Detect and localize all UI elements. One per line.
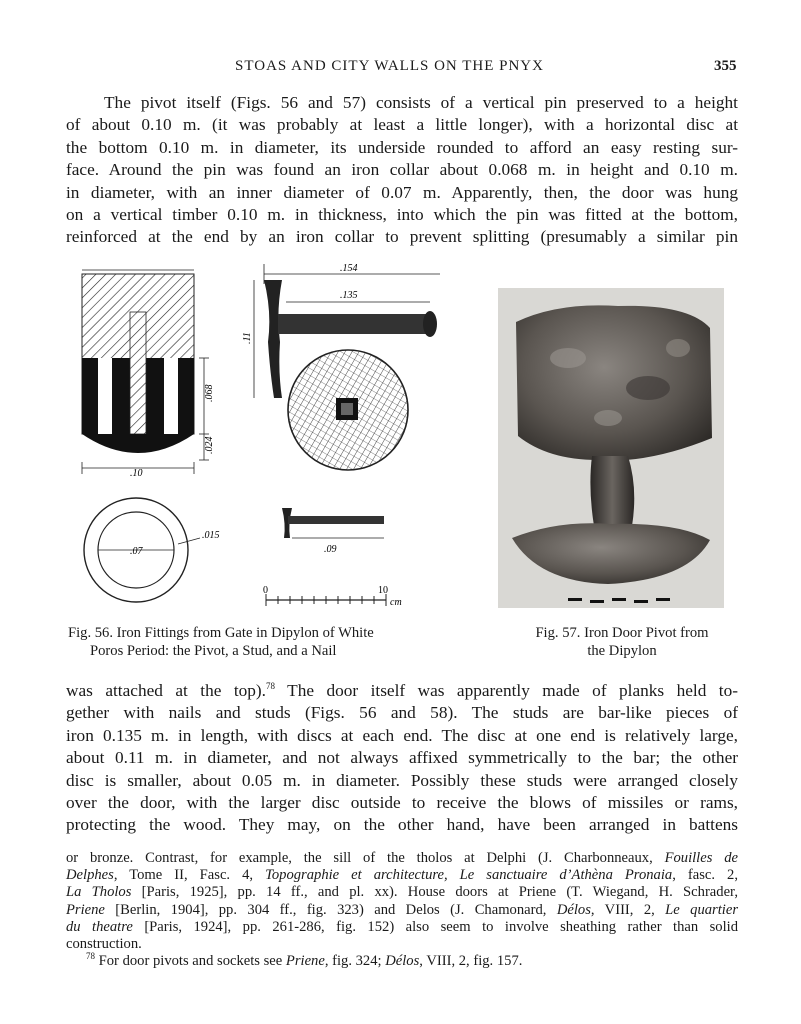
text-fragment: Le quartier bbox=[665, 901, 738, 918]
running-header bbox=[0, 58, 801, 80]
text-line: about 0.11 m. in diameter, and not always affixed symmetrically to the bar; the other bbox=[66, 748, 738, 768]
footnote-line bbox=[66, 850, 738, 867]
dim-label: .068 bbox=[204, 384, 215, 402]
caption-line: Fig. 56. Iron Fittings from Gate in Dipylon of White bbox=[68, 625, 374, 641]
paragraph-door bbox=[66, 680, 738, 837]
text-fragment: , Tome II, Fasc. 4, bbox=[113, 867, 266, 884]
text-fragment: , VIII, 2, bbox=[590, 901, 666, 918]
page-number: 355 bbox=[714, 58, 737, 74]
text-fragment: Délos bbox=[385, 953, 420, 970]
text-line: protecting the wood. They may, on the other hand, have been arranged in battens bbox=[66, 815, 738, 835]
pivot-pin-photo bbox=[590, 456, 634, 526]
text-fragment: Priene bbox=[66, 901, 105, 918]
text-line: gether with nails and studs (Figs. 56 and 58). The studs are bar-like pieces of bbox=[66, 703, 738, 723]
figure-57-caption bbox=[502, 624, 742, 660]
dim-label: .09 bbox=[324, 544, 337, 555]
footnote-line: construction. bbox=[66, 936, 142, 953]
text-fragment: The door itself was apparently made of planks held to- bbox=[275, 681, 738, 700]
scale-unit: cm bbox=[390, 597, 402, 608]
text-line: over the door, with the larger disc outside to receive the blows of missiles or rams, bbox=[66, 793, 738, 813]
text-fragment: , fasc. 2, bbox=[672, 867, 738, 884]
footnotes bbox=[66, 850, 738, 970]
text-fragment: Topographie et architecture, Le sanctuaire d’Athèna Pronaia bbox=[265, 867, 673, 884]
text-fragment: [Paris, 1925], pp. 14 ff., and pl. xx). House doors at Priene (T. Wiegand, H. Schrader, bbox=[131, 884, 738, 901]
text-line: on a vertical timber 0.10 m. in thickness, into which the pin was fitted at the bottom, bbox=[66, 205, 738, 225]
dim-label: .015 bbox=[202, 530, 220, 541]
caption-line: Poros Period: the Pivot, a Stud, and a Nail bbox=[90, 643, 337, 659]
text-line: of about 0.10 m. (it was probably at least a little longer), with a horizontal disc at bbox=[66, 115, 738, 135]
scale-label: 0 bbox=[263, 585, 268, 596]
text-line: reinforced at the end by an iron collar to prevent splitting (presumably a similar pin bbox=[66, 227, 738, 247]
text-fragment: For door pivots and sockets see bbox=[95, 953, 286, 970]
footnote-78 bbox=[66, 953, 738, 970]
text-fragment: Priene bbox=[285, 953, 325, 970]
dim-label: .07 bbox=[130, 546, 143, 557]
text-fragment: or bronze. Contrast, for example, the sill of the tholos at Delphi (J. Charbonneaux, bbox=[66, 850, 665, 866]
text-line bbox=[66, 680, 738, 702]
text-fragment: [Berlin, 1904], pp. 304 ff., fig. 323) and Delos (J. Chamonard, bbox=[104, 901, 557, 918]
text-fragment: was attached at the top). bbox=[66, 681, 266, 700]
text-line: face. Around the pin was found an iron collar about 0.068 m. in height and 0.10 m. bbox=[66, 160, 738, 180]
text-fragment: , fig. 324; bbox=[324, 953, 386, 970]
pivot-collar-photo bbox=[516, 305, 712, 460]
scale-bar bbox=[266, 594, 386, 606]
footnote-ref[interactable]: 78 bbox=[266, 681, 275, 692]
footnote-line bbox=[66, 867, 738, 884]
footnote-number: 78 bbox=[86, 951, 95, 962]
dim-label: .154 bbox=[340, 263, 358, 274]
nail-drawing bbox=[282, 508, 384, 538]
figure-57-photo bbox=[498, 288, 724, 608]
text-line: disc is smaller, about 0.05 m. in diameter. Possibly these studs were arranged closely bbox=[66, 770, 738, 790]
footnote-line bbox=[66, 902, 738, 919]
text-line: the bottom 0.10 m. in diameter, its underside rounded to afford an easy resting sur- bbox=[66, 137, 738, 157]
text-fragment: La Tholos bbox=[66, 884, 132, 901]
scale-label: 10 bbox=[378, 585, 388, 596]
text-fragment: Fouilles de bbox=[664, 850, 738, 866]
figure-56-drawing bbox=[78, 262, 442, 610]
dim-label: .10 bbox=[130, 468, 143, 479]
dim-label: .024 bbox=[204, 436, 215, 454]
stud-disc-drawing bbox=[288, 350, 408, 470]
figure-56-caption bbox=[68, 624, 448, 660]
text-fragment: du theatre bbox=[66, 918, 133, 935]
footnote-line bbox=[66, 884, 738, 901]
text-line: in diameter, with an inner diameter of 0.07 m. Apparently, then, the door was hung bbox=[66, 182, 738, 202]
caption-line: the Dipylon bbox=[587, 643, 657, 659]
dim-label: .135 bbox=[340, 290, 358, 301]
text-fragment: Délos bbox=[556, 901, 591, 918]
text-fragment: [Paris, 1924], pp. 261-286, fig. 152) also seem to involve sheathing rather than solid bbox=[132, 918, 738, 935]
paragraph-pivot bbox=[66, 92, 738, 249]
text-fragment: , VIII, 2, fig. 157. bbox=[419, 953, 523, 970]
text-fragment: Delphes bbox=[66, 867, 114, 884]
caption-line: Fig. 57. Iron Door Pivot from bbox=[535, 625, 709, 641]
pivot-section-drawing bbox=[82, 270, 194, 453]
text-line: iron 0.135 m. in length, with discs at each end. The disc at one end is relatively large, bbox=[66, 725, 738, 745]
text-line: The pivot itself (Figs. 56 and 57) consists of a vertical pin preserved to a height bbox=[104, 93, 738, 112]
footnote-line bbox=[66, 919, 738, 936]
dim-label: .11 bbox=[242, 332, 253, 344]
running-title: STOAS AND CITY WALLS ON THE PNYX bbox=[235, 58, 544, 74]
